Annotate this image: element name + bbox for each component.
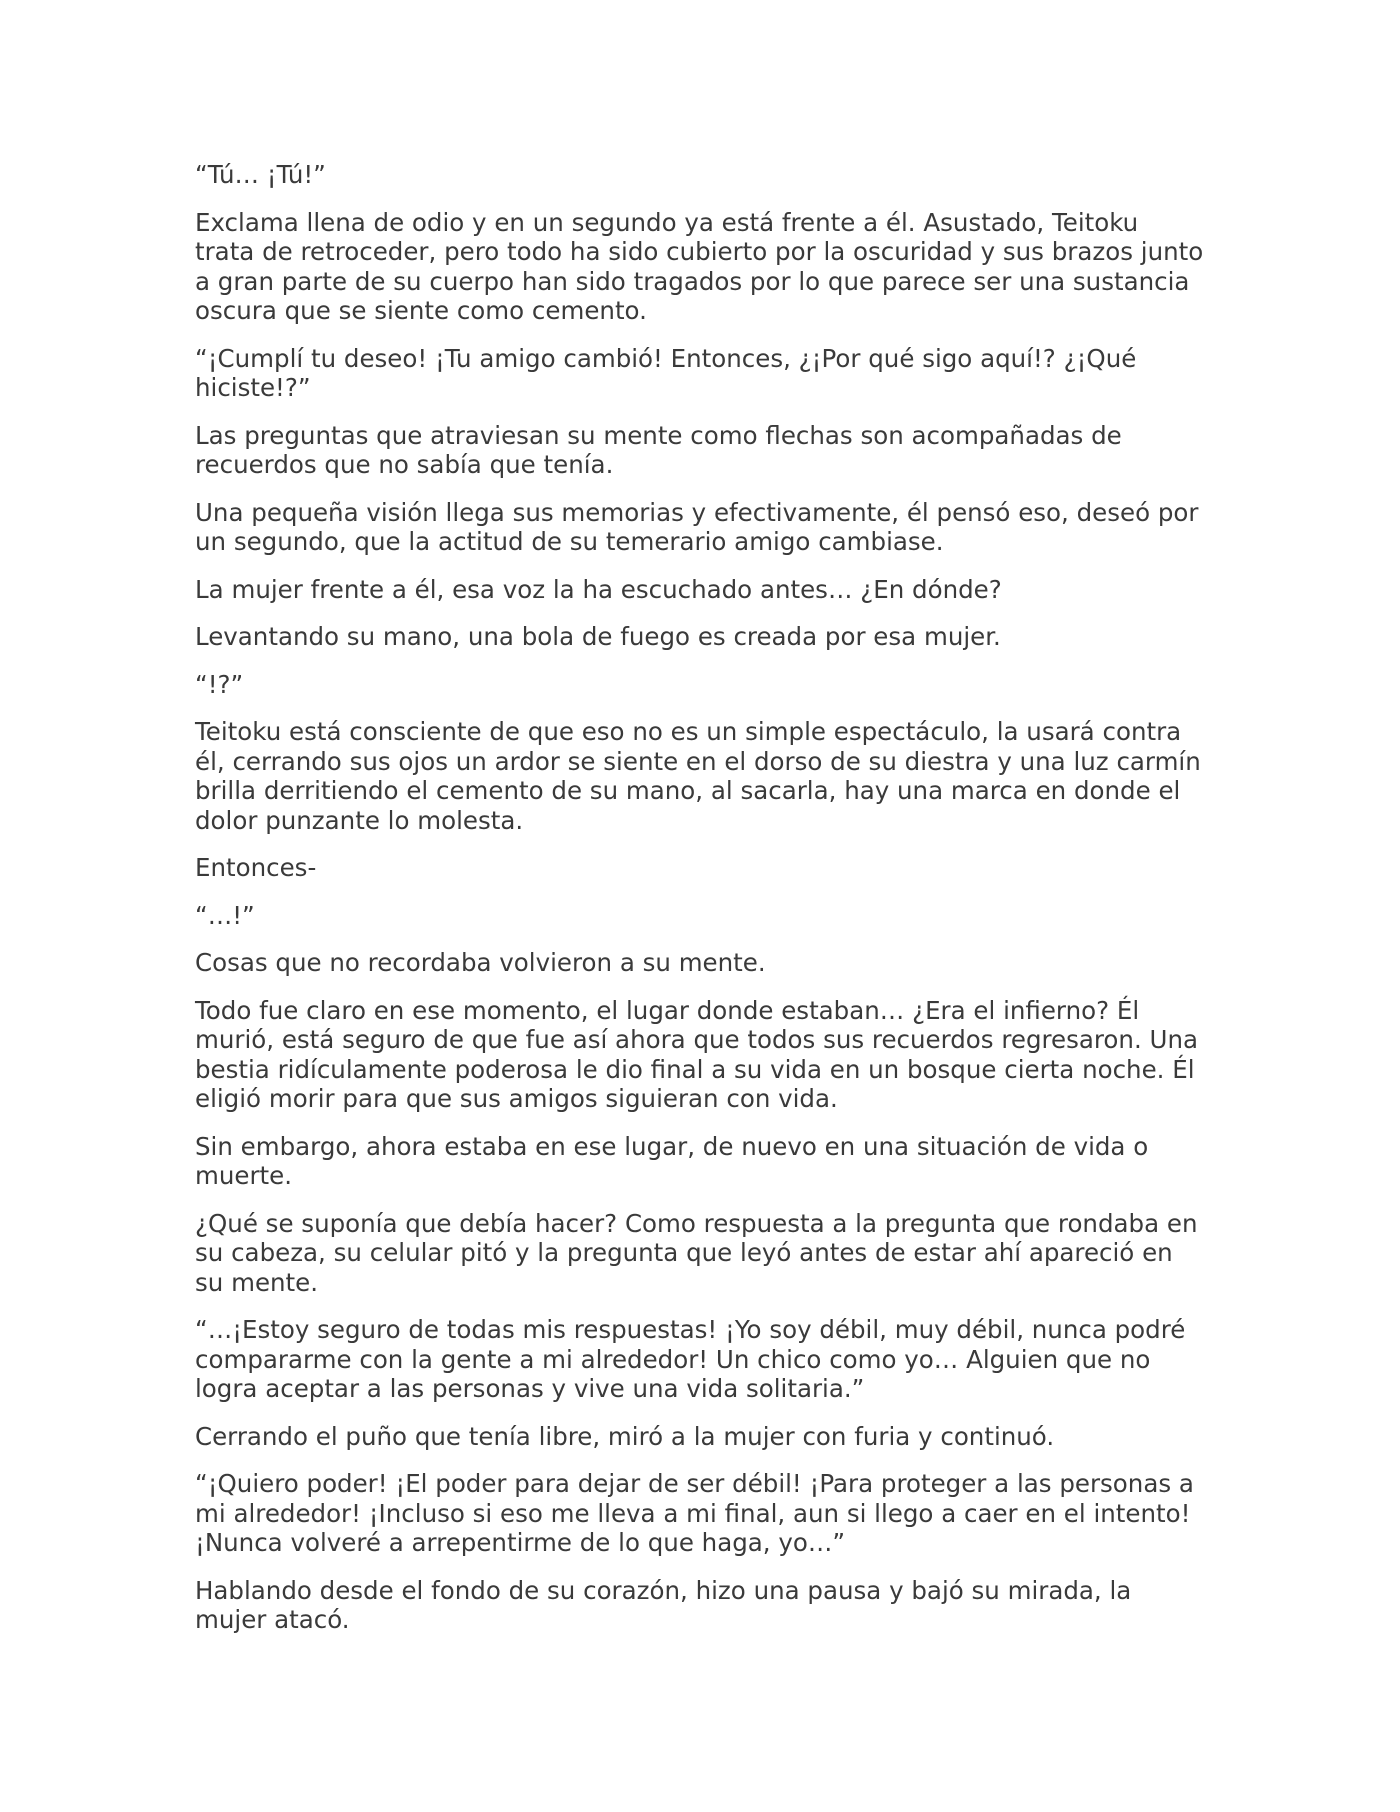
paragraph: La mujer frente a él, esa voz la ha escuchado antes… ¿En dónde? — [195, 574, 1002, 604]
paragraph: Exclama llena de odio y en un segundo ya está frente a él. Asustado, Teitoku trata de retroceder, pero todo ha sido cubierto por la oscuridad y sus brazos junto a gran parte de su cuerpo han sido tragados por lo que parece ser una sustancia oscura que se siente como cemento. — [195, 207, 1204, 325]
paragraph: Cerrando el puño que tenía libre, miró a la mujer con furia y continuó. — [195, 1421, 1055, 1451]
paragraph: “Tú… ¡Tú!” — [195, 160, 326, 189]
paragraph: Teitoku está consciente de que eso no es un simple espectáculo, la usará contra él, cerrando sus ojos un ardor se siente en el dorso de su diestra y una luz carmín brilla derritiendo el cemento de su mano, al sacarla, hay una marca en donde el dolor punzante lo molesta. — [195, 717, 1201, 835]
paragraph: ¿Qué se suponía que debía hacer? Como respuesta a la pregunta que rondaba en su cabeza, su celular pitó y la pregunta que leyó antes de estar ahí apareció en su mente. — [195, 1208, 1198, 1297]
paragraph: Sin embargo, ahora estaba en ese lugar, de nuevo en una situación de vida o muerte. — [195, 1131, 1149, 1190]
paragraph: “¡Quiero poder! ¡El poder para dejar de ser débil! ¡Para proteger a las personas a mi alrededor! ¡Incluso si eso me lleva a mi final, aun si llego a caer en el intento! ¡Nunca volveré a arrepentirme de lo que haga, yo…” — [195, 1469, 1194, 1557]
paragraph: Las preguntas que atraviesan su mente como flechas son acompañadas de recuerdos que no sabía que tenía. — [195, 420, 1122, 479]
paragraph: Hablando desde el fondo de su corazón, hizo una pausa y bajó su mirada, la mujer atacó. — [195, 1575, 1132, 1634]
paragraph: Levantando su mano, una bola de fuego es creada por esa mujer. — [195, 622, 1001, 651]
paragraph: “…!” — [195, 900, 255, 930]
paragraph: “!?” — [195, 669, 244, 699]
paragraph: “…¡Estoy seguro de todas mis respuestas! ¡Yo soy débil, muy débil, nunca podré compararme con la gente a mi alrededor! Un chico como yo… Alguien que no logra aceptar a las personas y vive una vida solitaria.” — [195, 1315, 1186, 1403]
paragraph: Entonces- — [195, 853, 317, 882]
paragraph: Una pequeña visión llega sus memorias y efectivamente, él pensó eso, deseó por un segundo, que la actitud de su temerario amigo cambiase. — [195, 497, 1199, 556]
document-page — [195, 160, 1205, 1653]
paragraph: “¡Cumplí tu deseo! ¡Tu amigo cambió! Entonces, ¿¡Por qué sigo aquí!? ¿¡Qué hiciste!?” — [195, 343, 1137, 402]
paragraph: Todo fue claro en ese momento, el lugar donde estaban… ¿Era el infierno? Él murió, está seguro de que fue así ahora que todos sus recuerdos regresaron. Una bestia ridículamente poderosa le dio final a su vida en un bosque cierta noche. Él eligió morir para que sus amigos siguieran con vida. — [195, 995, 1198, 1113]
paragraph: Cosas que no recordaba volvieron a su mente. — [195, 948, 766, 977]
